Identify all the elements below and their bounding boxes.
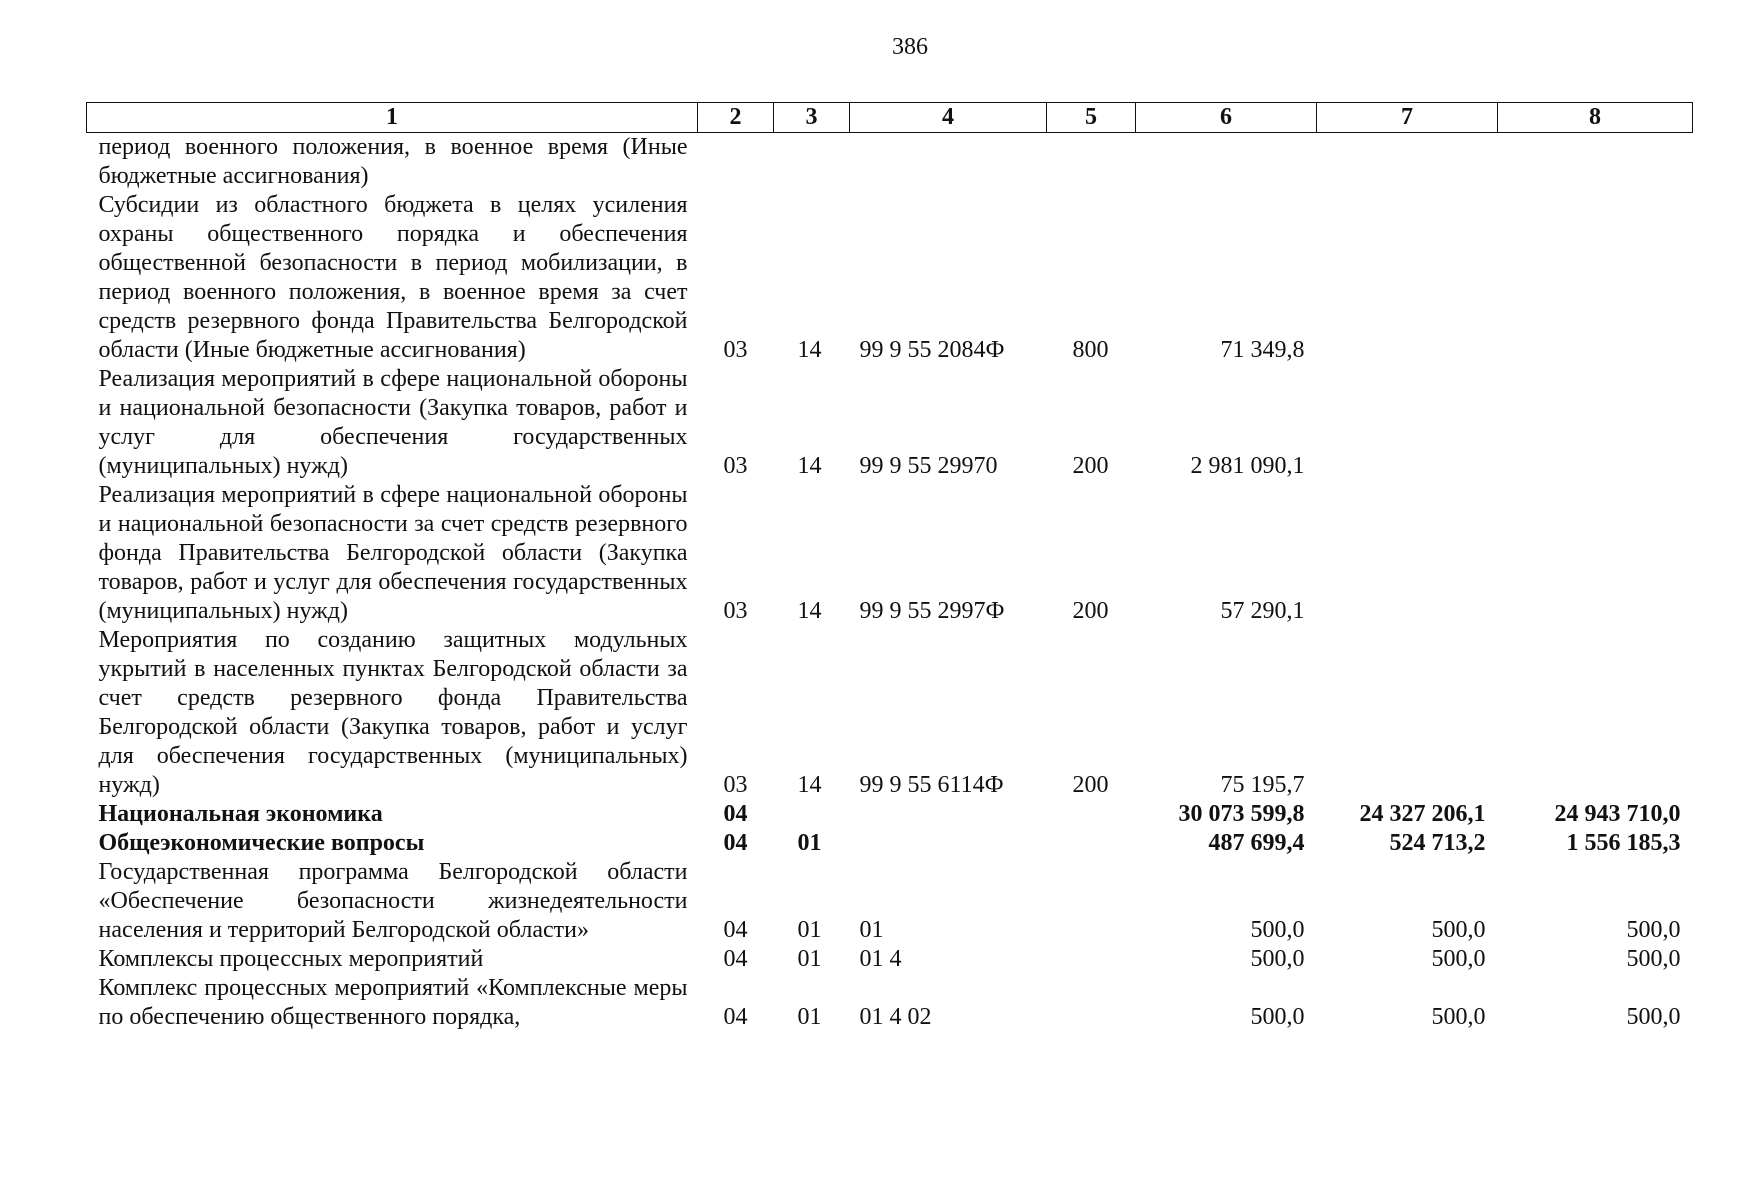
- row-amount-year3: 500,0: [1626, 1004, 1681, 1030]
- header-col-4: 4: [850, 103, 1047, 133]
- header-col-7: 7: [1317, 103, 1498, 133]
- row-amount-year1: 30 073 599,8: [1178, 801, 1305, 827]
- row-amount-year2: [1317, 365, 1498, 481]
- row-target-article: 99 9 55 2997Ф: [859, 598, 1005, 624]
- header-col-3: 3: [774, 103, 850, 133]
- row-amount-year2: 500,0: [1431, 1004, 1486, 1030]
- budget-table: [86, 102, 1693, 1032]
- row-expense-type: [1047, 858, 1136, 945]
- row-expense-type: [1047, 800, 1136, 829]
- row-amount-year1: 57 290,1: [1220, 598, 1305, 624]
- page-number: 386: [892, 34, 928, 60]
- row-name: Комплексы процессных мероприятий: [98, 946, 484, 972]
- row-amount-year3: [1498, 133, 1693, 192]
- header-col-6: 6: [1136, 103, 1317, 133]
- row-target-article: 99 9 55 2084Ф: [859, 337, 1005, 363]
- row-section: 04: [723, 801, 748, 827]
- row-expense-type: [1047, 133, 1136, 192]
- table-row: [87, 858, 1693, 945]
- row-section: [698, 133, 774, 192]
- row-amount-year1: 2 981 090,1: [1190, 453, 1305, 479]
- row-expense-type: 200: [1072, 598, 1109, 624]
- row-subsection: 14: [797, 453, 822, 479]
- row-name: Субсидии из областного бюджета в целях усиления охраны общественного порядка и обеспечения общественной безопасности в период мобилизации, в период военного положения, в военное время за счет средств резервного фонда Правительства Белгородской области (Иные бюджетные ассигнования): [98, 192, 688, 363]
- row-amount-year3: 500,0: [1626, 946, 1681, 972]
- table-row: [87, 974, 1693, 1032]
- row-target-article: [850, 800, 1047, 829]
- row-amount-year2: [1317, 133, 1498, 192]
- row-target-article: 01 4: [859, 946, 902, 972]
- row-expense-type: 200: [1072, 453, 1109, 479]
- row-section: 04: [723, 1004, 748, 1030]
- row-name: Комплекс процессных мероприятий «Комплексные меры по обеспечению общественного порядка,: [98, 975, 688, 1030]
- row-amount-year1: 71 349,8: [1220, 337, 1305, 363]
- row-amount-year1: 500,0: [1250, 946, 1305, 972]
- row-name: Национальная экономика: [98, 801, 383, 827]
- header-row: [87, 103, 1693, 133]
- row-target-article: 99 9 55 29970: [859, 453, 998, 479]
- row-name: Общеэкономические вопросы: [98, 830, 425, 856]
- row-subsection: 01: [797, 917, 822, 943]
- row-name: Государственная программа Белгородской области «Обеспечение безопасности жизнедеятельности населения и территорий Белгородской области»: [98, 859, 688, 943]
- row-subsection: 01: [797, 946, 822, 972]
- row-amount-year1: 500,0: [1250, 917, 1305, 943]
- row-amount-year2: 500,0: [1431, 917, 1486, 943]
- row-name: Реализация мероприятий в сфере национальной обороны и национальной безопасности (Закупка товаров, работ и услуг для обеспечения государственных (муниципальных) нужд): [98, 366, 688, 479]
- row-amount-year2: [1317, 191, 1498, 365]
- row-amount-year3: [1498, 481, 1693, 626]
- table-row: [87, 626, 1693, 800]
- row-target-article: 99 9 55 6114Ф: [859, 772, 1004, 798]
- row-target-article: [850, 133, 1047, 192]
- table-row-subsection-total: [87, 829, 1693, 858]
- row-subsection: 01: [797, 830, 822, 856]
- row-amount-year3: [1498, 626, 1693, 800]
- row-amount-year2: [1317, 626, 1498, 800]
- table-row: [87, 365, 1693, 481]
- row-name: Мероприятия по созданию защитных модульных укрытий в населенных пунктах Белгородской области за счет средств резервного фонда Правительства Белгородской области (Закупка товаров, работ и услуг для обеспечения государственных (муниципальных) нужд): [98, 627, 688, 798]
- row-subsection: 14: [797, 772, 822, 798]
- row-amount-year3: [1498, 191, 1693, 365]
- row-name: Реализация мероприятий в сфере национальной обороны и национальной безопасности за счет средств резервного фонда Правительства Белгородской области (Закупка товаров, работ и услуг для обеспечения государственных (муниципальных) нужд): [98, 482, 688, 624]
- row-expense-type: [1047, 829, 1136, 858]
- row-amount-year2: 500,0: [1431, 946, 1486, 972]
- row-amount-year2: 24 327 206,1: [1359, 801, 1486, 827]
- row-expense-type: [1047, 974, 1136, 1032]
- row-subsection: 14: [797, 337, 822, 363]
- row-amount-year1: [1136, 133, 1317, 192]
- row-section: 03: [723, 598, 748, 624]
- row-section: 03: [723, 453, 748, 479]
- table-row: [87, 945, 1693, 974]
- row-subsection: 14: [797, 598, 822, 624]
- row-section: 03: [723, 337, 748, 363]
- row-section: 04: [723, 830, 748, 856]
- row-amount-year3: [1498, 365, 1693, 481]
- row-target-article: [850, 829, 1047, 858]
- table-row: [87, 133, 1693, 192]
- row-expense-type: 200: [1072, 772, 1109, 798]
- row-name: период военного положения, в военное время (Иные бюджетные ассигнования): [98, 134, 688, 189]
- table-row: [87, 481, 1693, 626]
- row-expense-type: [1047, 945, 1136, 974]
- table-header: [87, 103, 1693, 133]
- row-section: 04: [723, 917, 748, 943]
- row-subsection: 01: [797, 1004, 822, 1030]
- row-amount-year3: 24 943 710,0: [1554, 801, 1681, 827]
- row-amount-year1: 75 195,7: [1220, 772, 1305, 798]
- row-amount-year3: 500,0: [1626, 917, 1681, 943]
- row-target-article: 01: [859, 917, 884, 943]
- row-subsection: [774, 800, 850, 829]
- header-col-1: 1: [87, 103, 698, 133]
- row-amount-year2: 524 713,2: [1389, 830, 1486, 856]
- row-subsection: [774, 133, 850, 192]
- table-body: [87, 133, 1693, 1033]
- header-col-5: 5: [1047, 103, 1136, 133]
- table-row: [87, 191, 1693, 365]
- table-row-section-total: [87, 800, 1693, 829]
- header-col-2: 2: [698, 103, 774, 133]
- row-amount-year2: [1317, 481, 1498, 626]
- row-expense-type: 800: [1072, 337, 1109, 363]
- row-section: 04: [723, 946, 748, 972]
- header-col-8: 8: [1498, 103, 1693, 133]
- row-amount-year3: 1 556 185,3: [1566, 830, 1681, 856]
- row-amount-year1: 487 699,4: [1208, 830, 1305, 856]
- row-section: 03: [723, 772, 748, 798]
- row-amount-year1: 500,0: [1250, 1004, 1305, 1030]
- row-target-article: 01 4 02: [859, 1004, 932, 1030]
